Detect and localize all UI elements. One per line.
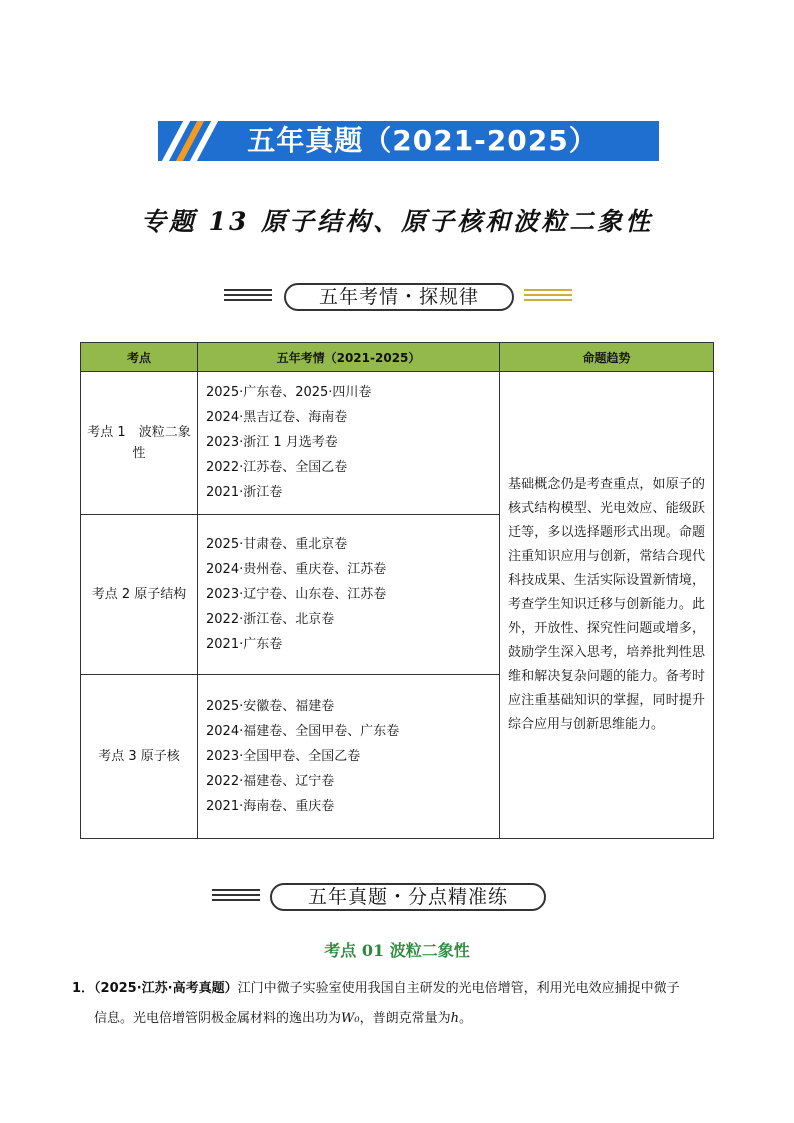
year-line: 2025·广东卷、2025·四川卷 xyxy=(206,385,372,400)
question-number: 1． xyxy=(72,981,95,996)
year-line: 2025·甘肃卷、重北京卷 xyxy=(206,536,348,552)
years-cell xyxy=(198,515,500,675)
year-line: 2024·黑吉辽卷、海南卷 xyxy=(206,410,348,425)
years-cell xyxy=(198,372,500,515)
kp-title: 考点 01 波粒二象性 xyxy=(324,941,470,960)
question-1 xyxy=(72,974,732,1034)
decor-lines-right xyxy=(524,289,572,305)
table-header-row xyxy=(81,343,714,372)
point-cell: 考点 3 原子核 xyxy=(81,675,198,839)
exam-trend-table xyxy=(80,342,714,839)
decor-lines-left xyxy=(212,889,260,905)
section-header-trends xyxy=(224,283,574,311)
year-line: 2021·浙江卷 xyxy=(206,485,283,500)
banner-title: 五年真题（2021-2025） xyxy=(247,124,598,157)
question-text: 信息。光电倍增管阴极金属材料的逸出功为 xyxy=(94,1011,342,1026)
decor-lines-left xyxy=(224,289,272,305)
question-text: ，普朗克常量为 xyxy=(359,1011,451,1026)
year-line: 2024·福建卷、全国甲卷、广东卷 xyxy=(206,723,400,739)
point-cell: 考点 2 原子结构 xyxy=(81,515,198,675)
point-cell: 考点 1 波粒二象性 xyxy=(81,372,198,515)
symbol-work-function: W₀ xyxy=(341,1011,360,1026)
header-point: 考点 xyxy=(81,343,198,372)
year-line: 2022·江苏卷、全国乙卷 xyxy=(206,460,348,475)
table-row xyxy=(81,372,714,515)
question-source: （2025·江苏·高考真题） xyxy=(94,981,238,996)
year-line: 2024·贵州卷、重庆卷、江苏卷 xyxy=(206,561,387,577)
section-pill: 五年考情・探规律 xyxy=(284,283,514,311)
symbol-planck: h xyxy=(450,1011,459,1026)
question-text: 。 xyxy=(458,1011,472,1026)
topic-title: 专题 13 原子结构、原子核和波粒二象性 xyxy=(140,207,654,236)
year-line: 2025·安徽卷、福建卷 xyxy=(206,698,335,714)
header-years: 五年考情（2021-2025） xyxy=(198,343,500,372)
title-banner xyxy=(158,121,659,161)
section-header-practice xyxy=(212,883,587,911)
header-trend: 命题趋势 xyxy=(500,343,714,372)
question-text: 江门中微子实验室使用我国自主研发的光电倍增管，利用光电效应捕捉中微子 xyxy=(237,981,680,996)
year-line: 2023·全国甲卷、全国乙卷 xyxy=(206,748,361,764)
trend-cell: 基础概念仍是考查重点，如原子的核式结构模型、光电效应、能级跃迁等，多以选择题形式出现。命题注重知识应用与创新，常结合现代科技成果、生活实际设置新情境，考查学生知识迁移与创新能力。此外，开放性、探究性问题或增多，鼓励学生深入思考，培养批判性思维和解决复杂问题的能力。备考时应注重基础知识的掌握，同时提升综合应用与创新思维能力。 xyxy=(500,372,714,839)
year-line: 2023·辽宁卷、山东卷、江苏卷 xyxy=(206,586,387,602)
question-text-cont xyxy=(72,1004,732,1034)
section-pill: 五年真题・分点精准练 xyxy=(270,883,546,911)
year-line: 2021·海南卷、重庆卷 xyxy=(206,798,335,814)
year-line: 2022·福建卷、辽宁卷 xyxy=(206,773,335,789)
year-line: 2021·广东卷 xyxy=(206,636,283,652)
years-cell xyxy=(198,675,500,839)
year-line: 2022·浙江卷、北京卷 xyxy=(206,611,335,627)
year-line: 2023·浙江 1 月选考卷 xyxy=(206,435,338,450)
